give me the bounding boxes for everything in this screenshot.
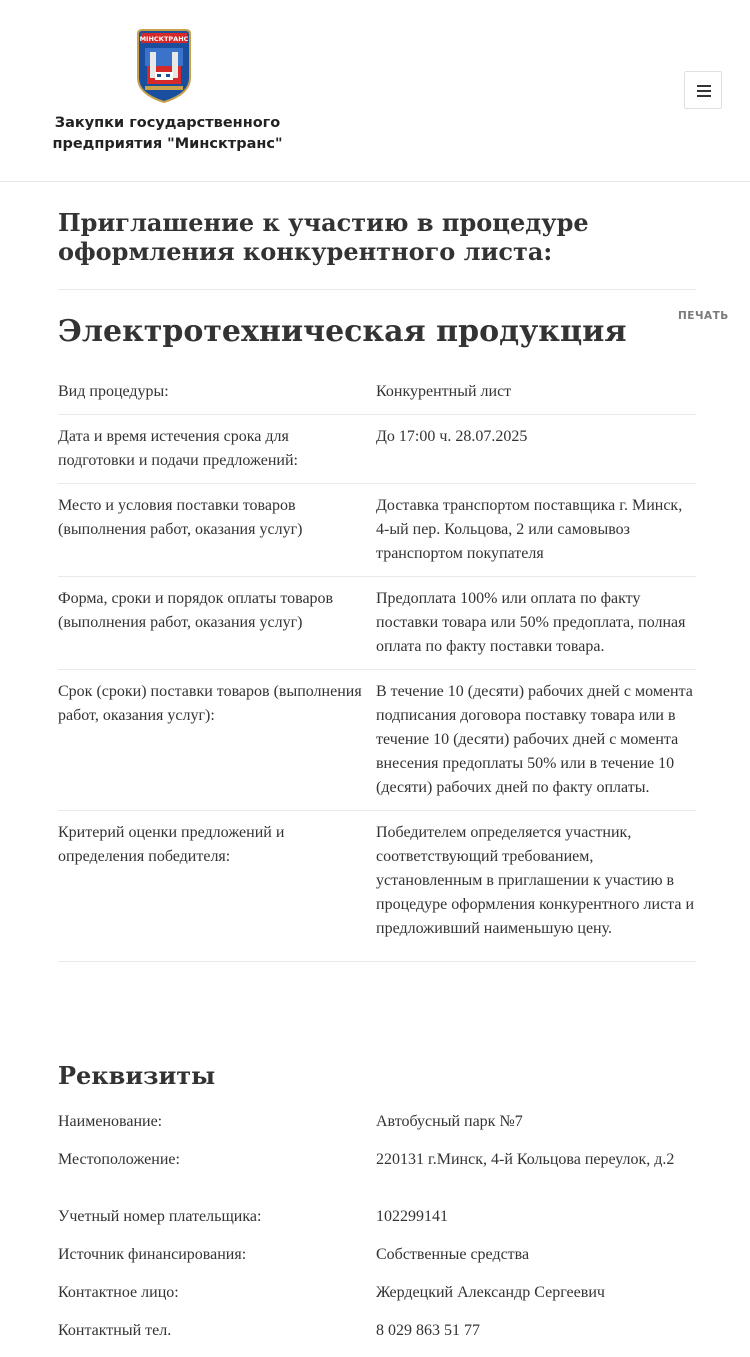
row-value: Доставка транспортом поставщика г. Минск, 4-ый пер. Кольцова, 2 или самовывоз транспортом покупателя — [376, 497, 683, 562]
row-label: Контактный тел. — [58, 1322, 172, 1339]
hamburger-menu-icon — [697, 85, 711, 87]
row-value: Автобусный парк №7 — [376, 1113, 523, 1130]
row-label: Срок (сроки) поставки товаров (выполнения работ, оказания услуг): — [58, 683, 362, 724]
site-header — [0, 0, 750, 182]
hamburger-line — [697, 95, 711, 97]
table-row — [58, 1148, 696, 1205]
page-heading: Приглашение к участию в процедуре оформления конкурентного листа: — [58, 208, 589, 266]
row-label: Место и условия поставки товаров (выполнения работ, оказания услуг) — [58, 497, 303, 538]
divider — [58, 289, 696, 290]
print-link[interactable]: ПЕЧАТЬ — [678, 310, 729, 322]
row-value: 8 029 863 51 77 — [376, 1322, 480, 1339]
row-label: Учетный номер плательщика: — [58, 1208, 262, 1225]
row-label: Форма, сроки и порядок оплаты товаров (выполнения работ, оказания услуг) — [58, 590, 334, 631]
logo-text: МІНСКТРАНС — [139, 35, 189, 43]
hamburger-line — [697, 90, 711, 92]
row-value: В течение 10 (десяти) рабочих дней с момента подписания договора поставку товара или в течение 10 (десяти) рабочих дней с момента внесения предоплаты 50% или в течение 10 (десяти) рабочих дней по факту оплаты. — [376, 683, 693, 796]
row-value: Конкурентный лист — [376, 383, 512, 400]
table-row — [58, 1243, 696, 1281]
table-row — [58, 1205, 696, 1243]
row-value: Победителем определяется участник, соответствующий требованием, установленным в приглашении к участию в процедуре оформления конкурентного листа и предложивший наименьшую цену. — [376, 824, 695, 937]
row-label: Местоположение: — [58, 1151, 180, 1168]
requisites-heading: Реквизиты — [58, 1061, 216, 1090]
row-value: Жердецкий Александр Сергеевич — [376, 1284, 605, 1301]
site-title[interactable]: Закупки государственного предприятия "Минсктранс" — [52, 115, 283, 152]
table-row — [58, 670, 696, 811]
row-label: Наименование: — [58, 1113, 163, 1130]
row-value: Собственные средства — [376, 1246, 530, 1263]
table-row — [58, 811, 696, 962]
table-row — [58, 1110, 696, 1148]
table-row — [58, 1281, 696, 1319]
menu-button[interactable] — [684, 71, 722, 109]
row-value: До 17:00 ч. 28.07.2025 — [376, 428, 528, 445]
requisites-table — [58, 1110, 696, 1357]
row-value: 102299141 — [376, 1208, 448, 1225]
row-label: Дата и время истечения срока для подготовки и подачи предложений: — [58, 428, 298, 469]
table-row — [58, 484, 696, 577]
row-label: Контактное лицо: — [58, 1284, 179, 1301]
table-row — [58, 577, 696, 670]
row-value: 220131 г.Минск, 4-й Кольцова переулок, д.2 — [376, 1151, 675, 1168]
table-row — [58, 370, 696, 415]
minsktrans-logo-icon[interactable] — [135, 28, 193, 104]
row-value: Предоплата 100% или оплата по факту поставки товара или 50% предоплата, полная оплата по факту поставки товара. — [376, 590, 686, 655]
procedure-table — [58, 370, 696, 962]
row-label: Вид процедуры: — [58, 383, 169, 400]
row-label: Источник финансирования: — [58, 1246, 247, 1263]
table-row — [58, 1319, 696, 1357]
table-row — [58, 415, 696, 484]
row-label: Критерий оценки предложений и определения победителя: — [58, 824, 285, 865]
product-title: Электротехническая продукция — [58, 314, 627, 349]
